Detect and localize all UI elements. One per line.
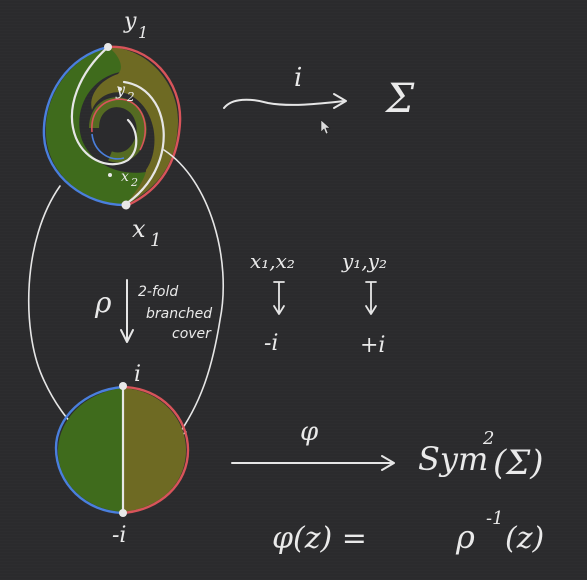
label-y1: y (124, 9, 137, 34)
point-x1 (122, 201, 131, 210)
point-i (119, 382, 127, 390)
arrow-i (224, 94, 346, 108)
label-y2: y (116, 80, 126, 99)
spiral-surface (44, 43, 180, 210)
right-pair: y₁,y₂ (342, 249, 387, 273)
cover-note-line1: 2-fold (138, 284, 179, 300)
label-y2-sub: 2 (127, 90, 135, 104)
label-x2-sub: 2 (131, 176, 138, 189)
label-y1-sub: 1 (138, 23, 149, 42)
formula-rhs: ρ (456, 518, 475, 556)
disk-left-half (58, 388, 123, 512)
cover-arrow (121, 280, 133, 342)
label-x1-sub: 1 (150, 230, 162, 251)
disk (56, 382, 188, 517)
left-image: -i (264, 331, 279, 356)
label-i-top: i (134, 362, 142, 387)
right-image: +i (360, 333, 386, 358)
point-x2 (108, 173, 112, 177)
label-map-i: i (294, 63, 303, 93)
label-x1: x (132, 215, 146, 243)
arrow-phi (232, 456, 394, 470)
cover-note-line2: branched (146, 306, 213, 322)
formula-rhs-argument: (z) (505, 521, 545, 556)
label-sym-exponent: 2 (483, 428, 495, 449)
formula-rhs-exponent: -1 (486, 508, 504, 529)
label-neg-i: -i (112, 523, 127, 548)
left-mapsto (274, 282, 284, 314)
cover-note-line3: cover (172, 326, 211, 342)
label-x2: x (121, 169, 129, 185)
label-phi: φ (300, 417, 319, 447)
point-neg-i (119, 509, 127, 517)
disk-right-half (123, 388, 186, 512)
label-rho: ρ (95, 286, 112, 319)
label-sigma-top: Σ (386, 76, 415, 122)
right-mapsto (366, 282, 376, 314)
label-sym-argument: (Σ) (493, 443, 544, 483)
mouse-cursor-icon (321, 120, 330, 134)
left-pair: x₁,x₂ (250, 249, 295, 273)
label-sym: Sym (418, 440, 489, 478)
point-y1 (104, 43, 112, 51)
formula-lhs: φ(z) = (272, 521, 367, 556)
left-curved-arrow (29, 186, 83, 438)
